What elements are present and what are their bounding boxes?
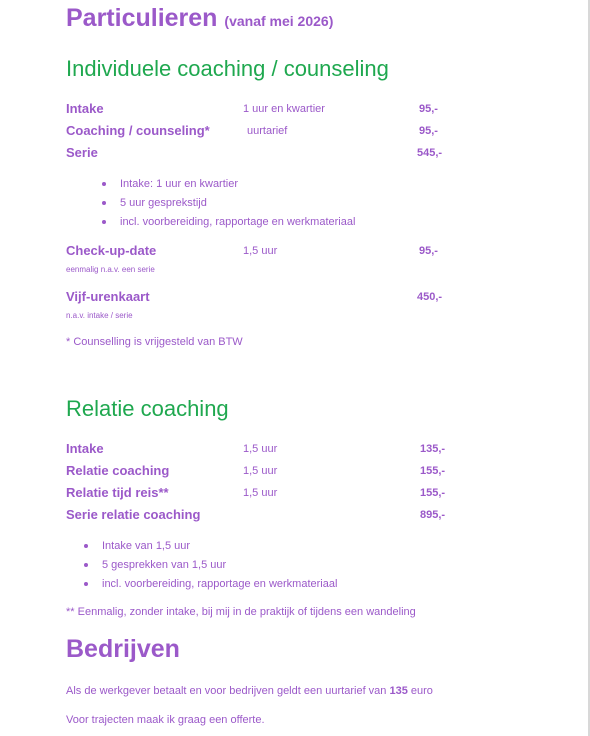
price-row — [66, 243, 566, 261]
row-duration: 1,5 uur — [243, 245, 278, 257]
row-price: 95,- — [419, 103, 438, 115]
row-name: Coaching / counseling* — [66, 123, 210, 138]
list-item: Intake: 1 uur en kwartier — [102, 178, 355, 197]
relatie-heading: Relatie coaching — [66, 396, 229, 421]
row-name: Intake — [66, 101, 104, 116]
price-row — [66, 441, 566, 459]
list-item: incl. voorbereiding, rapportage en werkmateriaal — [102, 216, 355, 235]
row-price: 155,- — [420, 487, 446, 499]
row-duration: 1 uur en kwartier — [243, 103, 325, 115]
row-name: Relatie coaching — [66, 463, 170, 478]
row-price: 895,- — [420, 509, 446, 521]
relatie-footnote: ** Eenmalig, zonder intake, bij mij in de praktijk of tijdens een wandeling — [66, 606, 416, 618]
price-row — [66, 507, 566, 525]
row-name: Serie — [66, 145, 98, 160]
row-duration: uurtarief — [247, 125, 288, 137]
row-price: 545,- — [417, 147, 443, 159]
particulieren-title: Particulieren — [66, 4, 218, 32]
rate-text-before: Als de werkgever betaalt en voor bedrijven geldt een uurtarief van — [66, 685, 390, 697]
particulieren-subtitle: (vanaf mei 2026) — [224, 13, 334, 29]
bedrijven-offer-text: Voor trajecten maak ik graag een offerte. — [66, 714, 265, 726]
price-row — [66, 101, 566, 119]
individueel-heading: Individuele coaching / counseling — [66, 56, 389, 81]
row-price: 155,- — [420, 465, 446, 477]
price-row — [66, 123, 566, 141]
row-name: Relatie tijd reis** — [66, 485, 169, 500]
list-item: 5 uur gesprekstijd — [102, 197, 355, 216]
relatie-bullet-list — [84, 540, 337, 597]
row-name: Serie relatie coaching — [66, 507, 201, 522]
list-item: 5 gesprekken van 1,5 uur — [84, 559, 337, 578]
rate-amount: 135 — [389, 685, 408, 697]
individueel-footnote: * Counselling is vrijgesteld van BTW — [66, 336, 243, 348]
price-row — [66, 463, 566, 481]
row-price: 135,- — [420, 443, 446, 455]
row-price: 95,- — [419, 125, 438, 137]
vijf-note: n.a.v. intake / serie — [66, 311, 133, 320]
row-duration: 1,5 uur — [243, 465, 278, 477]
list-item: Intake van 1,5 uur — [84, 540, 337, 559]
row-price: 450,- — [417, 291, 443, 303]
individueel-bullet-list — [102, 178, 355, 235]
bedrijven-rate-text — [66, 685, 433, 697]
row-price: 95,- — [419, 245, 438, 257]
particulieren-heading — [66, 4, 333, 33]
list-item: incl. voorbereiding, rapportage en werkmateriaal — [84, 578, 337, 597]
price-row — [66, 485, 566, 503]
row-duration: 1,5 uur — [243, 487, 278, 499]
row-name: Check-up-date — [66, 243, 157, 258]
price-row — [66, 145, 566, 163]
rate-text-after: euro — [407, 685, 433, 697]
bedrijven-heading: Bedrijven — [66, 635, 180, 663]
row-name: Intake — [66, 441, 104, 456]
row-duration: 1,5 uur — [243, 443, 278, 455]
price-row — [66, 289, 566, 307]
row-name: Vijf-urenkaart — [66, 289, 150, 304]
checkup-note: eenmalig n.a.v. een serie — [66, 265, 155, 274]
